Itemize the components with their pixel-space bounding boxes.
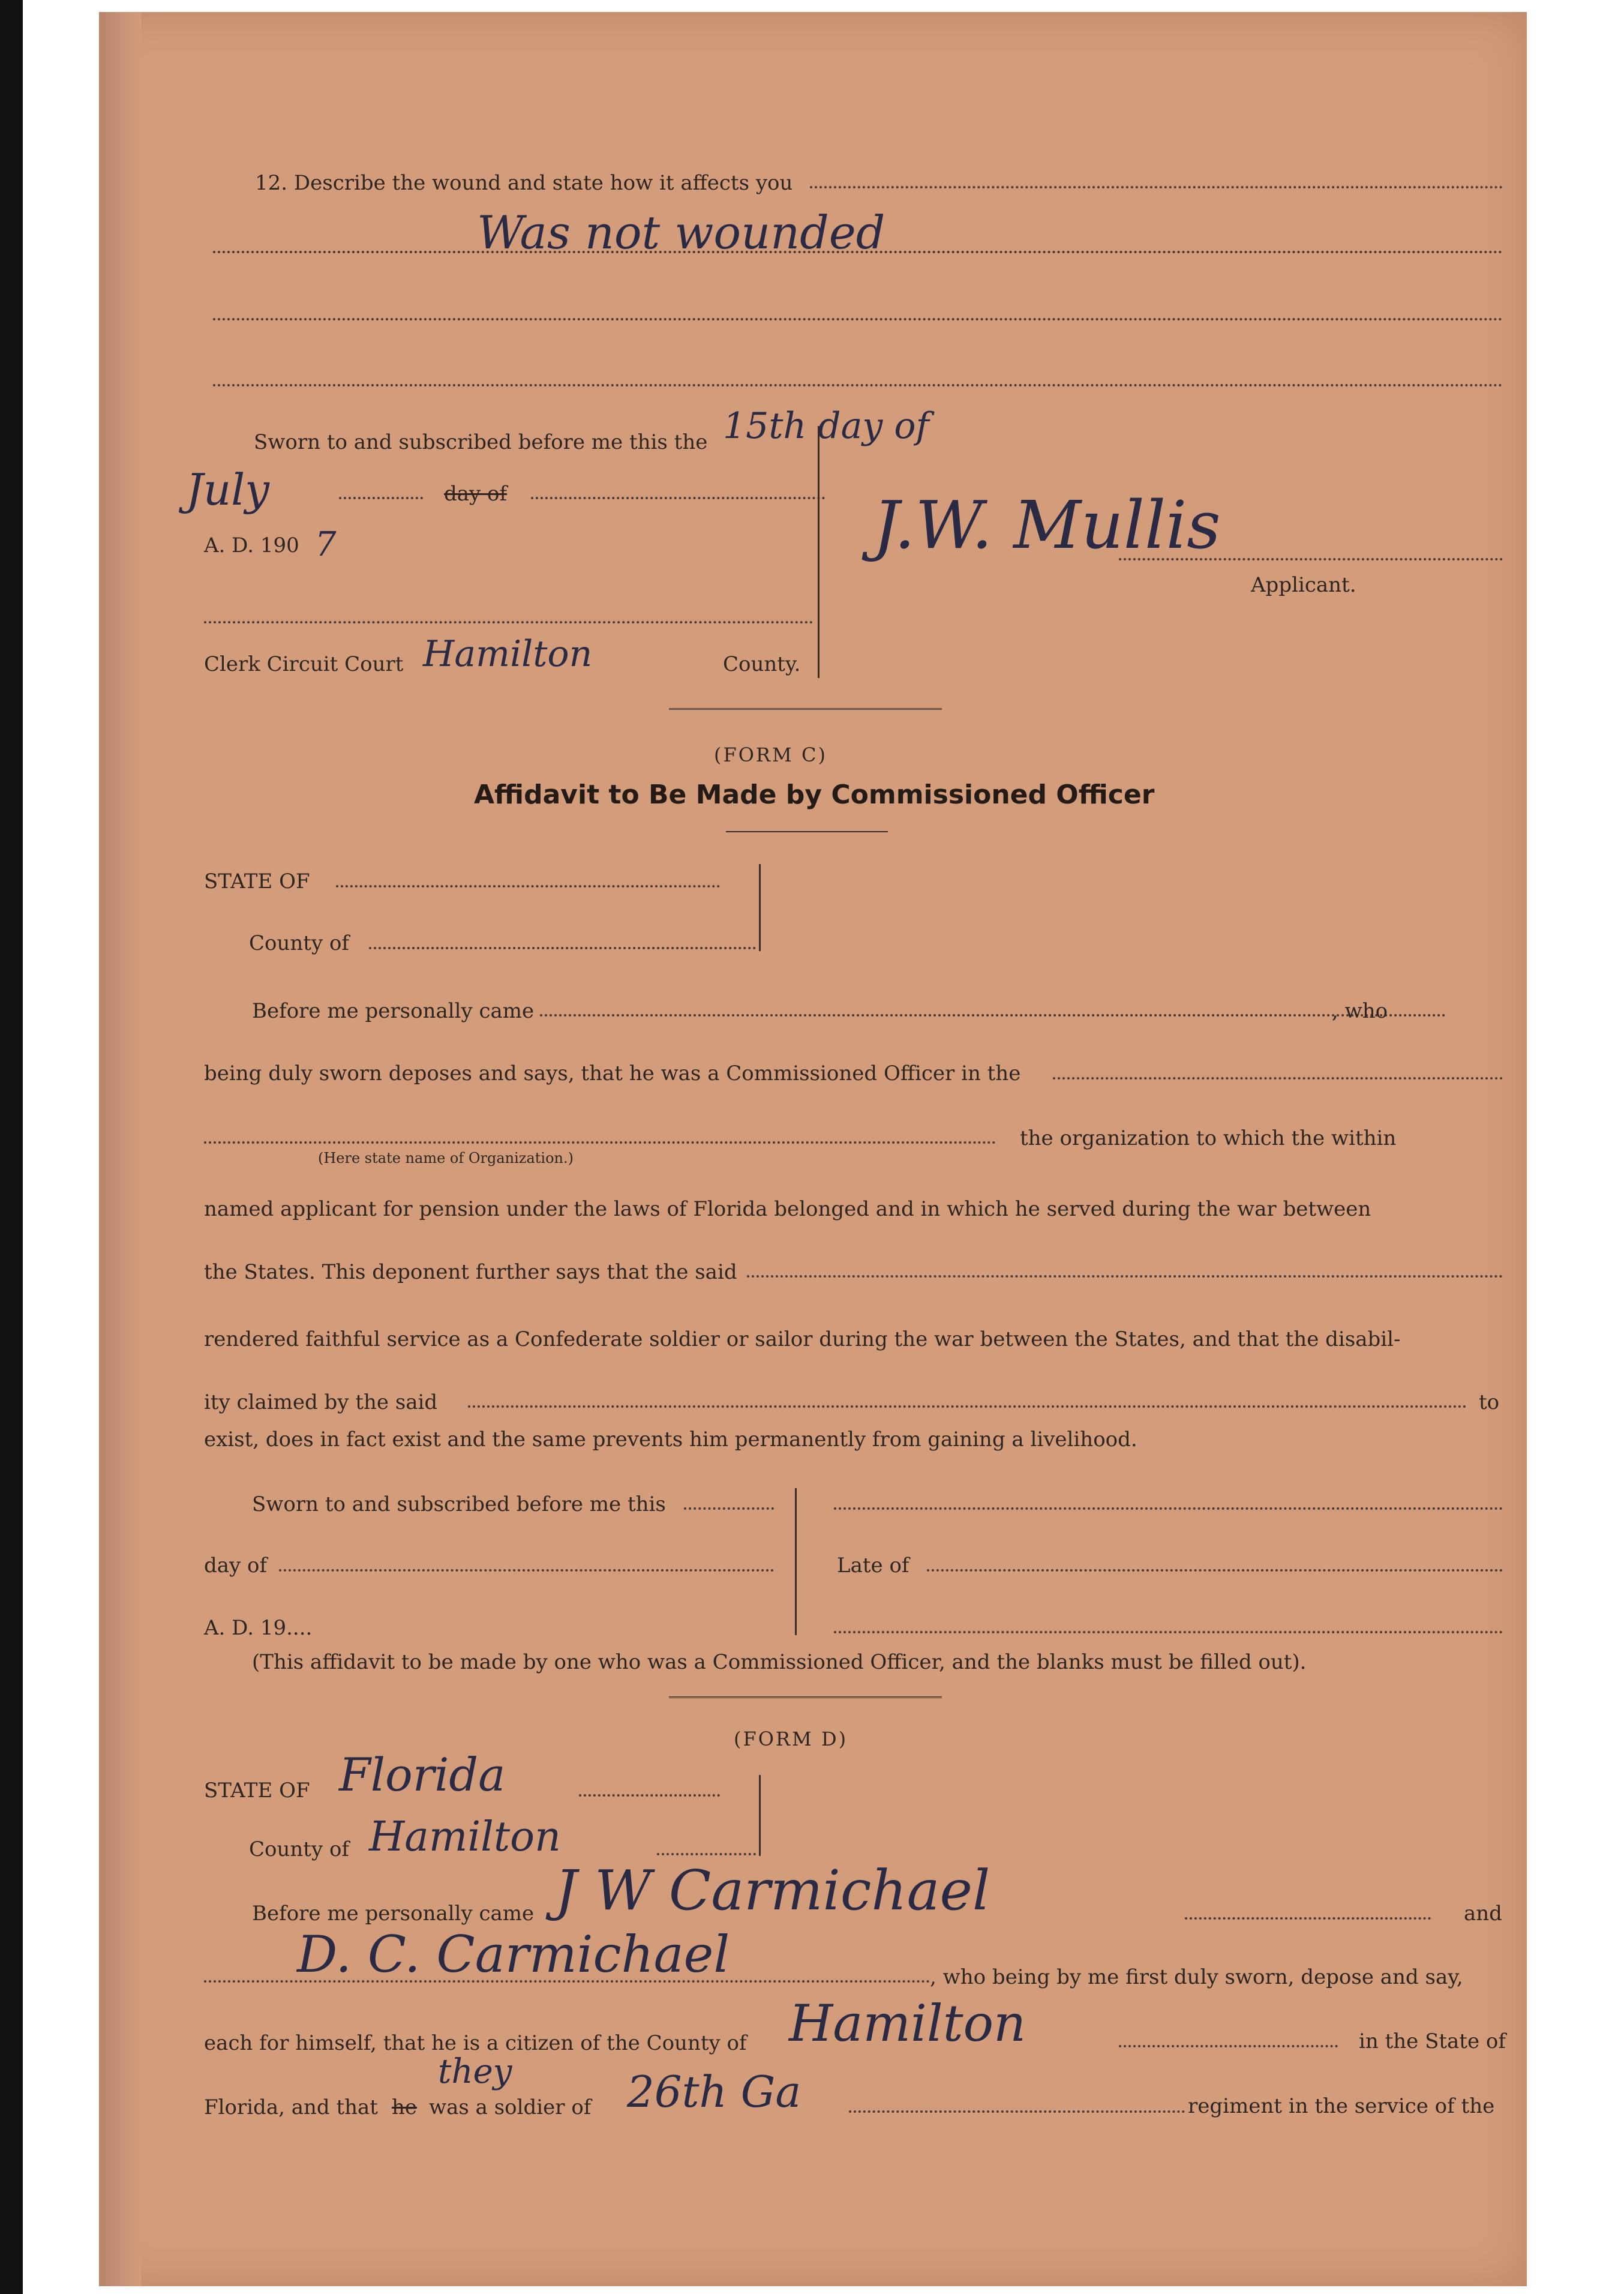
form-d-state-label: STATE OF [204,1779,310,1803]
form-c-said-blank [747,1275,1503,1278]
form-c-state-label: STATE OF [204,869,310,893]
form-d-they-handwriting: they [438,2052,512,2091]
oath-ad: A. D. 190 [204,533,299,557]
form-c-late-of: Late of [837,1554,909,1578]
form-d-state-brace [759,1775,761,1856]
clerk-signature-line [204,621,813,623]
applicant-signature-line [1119,558,1503,560]
clerk-county-label: County. [723,652,801,676]
form-d-title: (FORM D) [734,1728,848,1750]
form-c-heading: Affidavit to Be Made by Commissioned Officer [474,779,1155,810]
q12-answer-handwriting: Was not wounded [477,206,885,259]
form-d-county-label: County of [249,1837,350,1861]
form-d-county2-handwriting: Hamilton [789,1994,1026,2053]
form-c-who: , who [1332,999,1388,1023]
form-c-line6: rendered faithful service as a Confederate soldier or sailor during the war between the States, and that the disabil- [204,1327,1401,1351]
form-c-officer-sign-line [834,1507,1503,1510]
applicant-label: Applicant. [1251,573,1356,597]
form-d-who-being: , who being by me first duly sworn, depose and say, [930,1965,1463,1989]
form-d-county-handwriting: Hamilton [369,1813,561,1861]
form-c-day-of: day of [204,1554,268,1578]
form-c-note: (This affidavit to be made by one who was a Commissioned Officer, and the blanks must be filled out). [252,1650,1307,1674]
form-c-org-blank [204,1141,996,1144]
form-c-state-blank [336,885,720,887]
form-d-he-struck: he [392,2095,418,2119]
form-d-regiment-handwriting: 26th Ga [627,2067,802,2117]
form-c-late-of-blank [927,1569,1503,1572]
form-c-org-note: (Here state name of Organization.) [318,1150,574,1167]
divider-double-1 [669,708,942,712]
form-c-county-label: County of [249,931,350,955]
oath-year-handwriting: 7 [315,525,337,564]
form-c-sworn-blank [684,1507,774,1510]
q12-blank-2 [213,251,1503,253]
form-c-state-brace [759,864,761,951]
q12-label: 12. Describe the wound and state how it affects you [255,171,793,195]
page-binding-edge [99,12,141,2286]
form-d-name2-handwriting: D. C. Carmichael [297,1925,730,1984]
form-d-name1-blank [1185,1917,1431,1920]
form-d-in-state: in the State of [1359,2029,1506,2053]
form-d-name2-blank [204,1980,930,1983]
form-d-county2-blank [1119,2045,1338,2047]
form-c-line5: the States. This deponent further says that the said [204,1260,737,1284]
form-c-sworn: Sworn to and subscribed before me this [252,1492,666,1516]
q12-blank-4 [213,384,1503,386]
form-c-line8: exist, does in fact exist and the same prevents him permanently from gaining a livelihood. [204,1428,1137,1452]
form-d-name1-handwriting: J W Carmichael [555,1858,990,1923]
form-c-heading-rule [726,831,888,832]
form-d-was-soldier: was a soldier of [429,2095,592,2119]
form-c-regiment-blank [1053,1077,1503,1079]
document-page [99,12,1527,2286]
form-c-before-me: Before me personally came [252,999,535,1023]
scanner-edge [0,0,23,2294]
divider-double-2 [669,1696,942,1701]
form-d-and: and [1464,1902,1502,1926]
form-c-county-blank [369,947,756,949]
form-c-line7a: ity claimed by the said [204,1390,438,1414]
oath-sworn-text: Sworn to and subscribed before me this the [254,430,708,454]
oath-day-of-struck: day of [444,482,508,506]
form-d-regiment-blank [849,2110,1185,2113]
form-d-before-me: Before me personally came [252,1902,535,1926]
form-c-org-right: the organization to which the within [1020,1126,1397,1150]
form-c-line7b: to [1479,1390,1500,1414]
form-c-day-blank [279,1569,774,1572]
form-d-state-blank [579,1794,720,1797]
form-c-officer-line-2 [834,1631,1503,1633]
q12-blank-1 [810,186,1503,188]
form-d-county-blank [657,1853,756,1855]
form-d-regiment-text: regiment in the service of the [1188,2094,1495,2118]
oath-day-handwriting: 15th day of [723,405,929,447]
form-d-florida: Florida, and that [204,2095,378,2119]
form-d-state-handwriting: Florida [339,1748,506,1801]
form-c-line2: being duly sworn deposes and says, that he was a Commissioned Officer in the [204,1061,1021,1085]
form-c-line4: named applicant for pension under the laws of Florida belonged and in which he served during the war between [204,1197,1371,1221]
oath-blank-day2 [531,497,825,499]
form-c-title: (FORM C) [714,743,827,766]
applicant-signature: J.W. Mullis [873,487,1221,563]
oath-brace [818,426,819,678]
oath-blank-day [339,497,423,499]
form-d-each: each for himself, that he is a citizen of the County of [204,2031,747,2055]
form-c-disability-blank [468,1405,1467,1408]
oath-month-handwriting: July [186,464,269,515]
form-c-ad: A. D. 19.... [204,1616,313,1640]
clerk-county-handwriting: Hamilton [423,633,593,675]
form-c-sworn-brace [795,1488,797,1635]
clerk-label: Clerk Circuit Court [204,652,404,676]
form-c-name-blank [540,1014,1446,1016]
q12-blank-3 [213,318,1503,320]
